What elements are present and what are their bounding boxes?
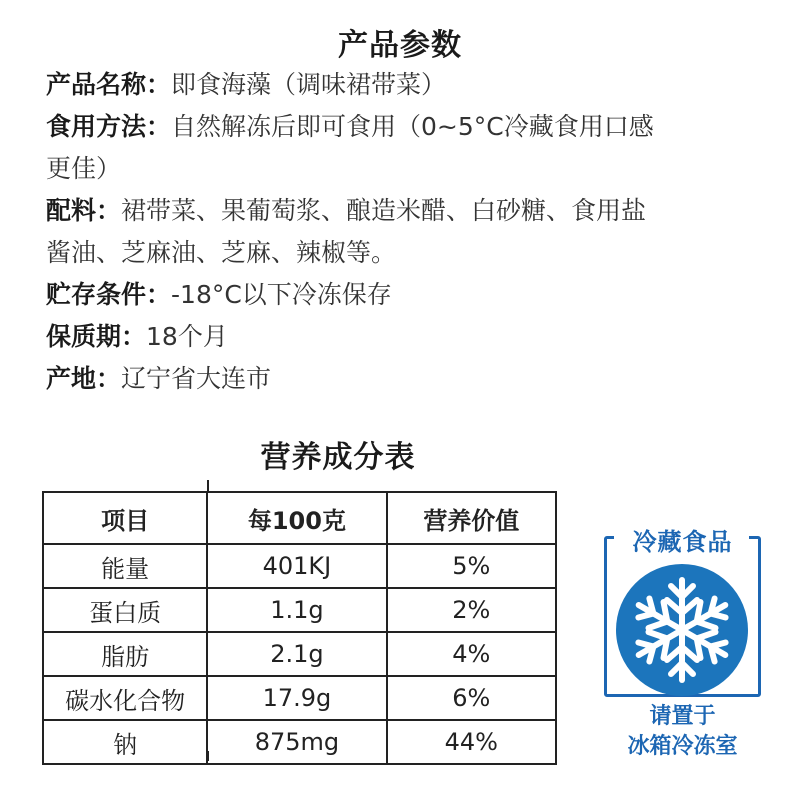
param-key: 配料： [46, 196, 122, 225]
param-usage [46, 106, 766, 148]
param-value: 自然解冻后即可食用（0~5°C冷藏食用口感 [171, 112, 654, 141]
param-key: 食用方法： [46, 112, 172, 141]
param-shelf-life [46, 316, 766, 358]
table-cell: 能量 [43, 544, 207, 588]
table-row [43, 544, 556, 588]
table-cell: 401KJ [207, 544, 386, 588]
param-value: 即食海藻（调味裙带菜） [171, 70, 447, 99]
nutrition-table [42, 491, 557, 765]
column-header: 每100克 [207, 492, 386, 544]
table-cell: 44% [387, 720, 556, 764]
param-usage-cont: 更佳） [46, 154, 122, 183]
refrigerated-badge [604, 518, 759, 770]
param-key: 产品名称： [46, 70, 172, 99]
nutrition-title: 营养成分表 [260, 440, 416, 475]
param-ingredients-cont: 酱油、芝麻油、芝麻、辣椒等。 [46, 238, 397, 267]
table-cell: 2.1g [207, 632, 386, 676]
page-title: 产品参数 [338, 28, 462, 63]
table-row [43, 588, 556, 632]
table-cell: 5% [387, 544, 556, 588]
table-cell: 碳水化合物 [43, 676, 207, 720]
snowflake-svg [616, 564, 748, 696]
param-value: 辽宁省大连市 [121, 364, 272, 393]
badge-line: 冰箱冷冻室 [627, 734, 738, 759]
table-cell: 6% [387, 676, 556, 720]
table-cell: 脂肪 [43, 632, 207, 676]
product-params [46, 64, 766, 400]
param-key: 贮存条件： [46, 280, 172, 309]
param-ingredients [46, 190, 766, 232]
table-cell: 4% [387, 632, 556, 676]
table-cell: 17.9g [207, 676, 386, 720]
table-cell: 875mg [207, 720, 386, 764]
snowflake-icon [616, 564, 748, 696]
column-header: 项目 [43, 492, 207, 544]
table-cell: 蛋白质 [43, 588, 207, 632]
table-row [43, 720, 556, 764]
column-header: 营养价值 [387, 492, 556, 544]
table-row [43, 676, 556, 720]
table-cell: 钠 [43, 720, 207, 764]
param-value: 18个月 [146, 322, 228, 351]
param-storage [46, 274, 766, 316]
badge-line: 请置于 [649, 704, 716, 729]
badge-instruction [604, 702, 761, 762]
param-name [46, 64, 766, 106]
badge-label: 冷藏食品 [632, 528, 733, 556]
param-value: -18°C以下冷冻保存 [171, 280, 392, 309]
param-value: 裙带菜、果葡萄浆、酿造米醋、白砂糖、食用盐 [121, 196, 647, 225]
param-origin [46, 358, 766, 400]
table-header-row [43, 492, 556, 544]
table-cell: 1.1g [207, 588, 386, 632]
param-key: 保质期： [46, 322, 147, 351]
table-cell: 2% [387, 588, 556, 632]
param-key: 产地： [46, 364, 122, 393]
table-row [43, 632, 556, 676]
